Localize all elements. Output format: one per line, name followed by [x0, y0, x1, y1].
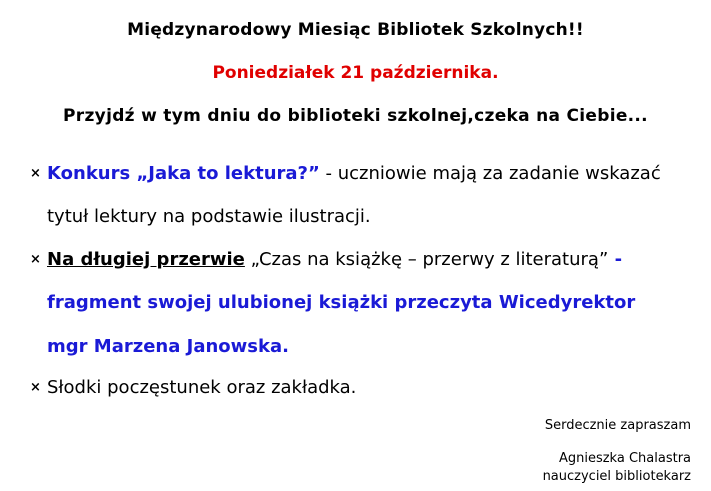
signature-role: nauczyciel bibliotekarz — [542, 469, 691, 484]
invitation-text: Przyjdź w tym dniu do biblioteki szkolnej,czeka na Ciebie... — [63, 106, 648, 126]
bullet-x-icon: × — [30, 380, 41, 395]
treat-text: Słodki poczęstunek oraz zakładka. — [47, 377, 357, 398]
contest-title: Konkurs „Jaka to lektura?” — [47, 163, 320, 184]
event-date: Poniedziałek 21 października. — [212, 63, 499, 83]
signature-name: Agnieszka Chalastra — [558, 451, 691, 466]
contest-description: - uczniowie mają za zadanie wskazać — [319, 163, 661, 184]
reading-description-line-2: mgr Marzena Janowska. — [47, 336, 289, 357]
reading-dash: - — [608, 249, 623, 270]
signature-greeting: Serdecznie zapraszam — [544, 418, 691, 433]
long-break-label: Na długiej przerwie — [47, 249, 245, 270]
contest-description-continued: tytuł lektury na podstawie ilustracji. — [47, 206, 371, 227]
bullet-x-icon: × — [30, 166, 41, 181]
reading-description-line-1: fragment swojej ulubionej książki przeczyta Wicedyrektor — [47, 292, 636, 313]
reading-event-title: „Czas na książkę – przerwy z literaturą” — [244, 249, 609, 270]
bullet-x-icon: × — [30, 252, 41, 267]
page-title: Międzynarodowy Miesiąc Bibliotek Szkolnych!! — [127, 20, 584, 40]
